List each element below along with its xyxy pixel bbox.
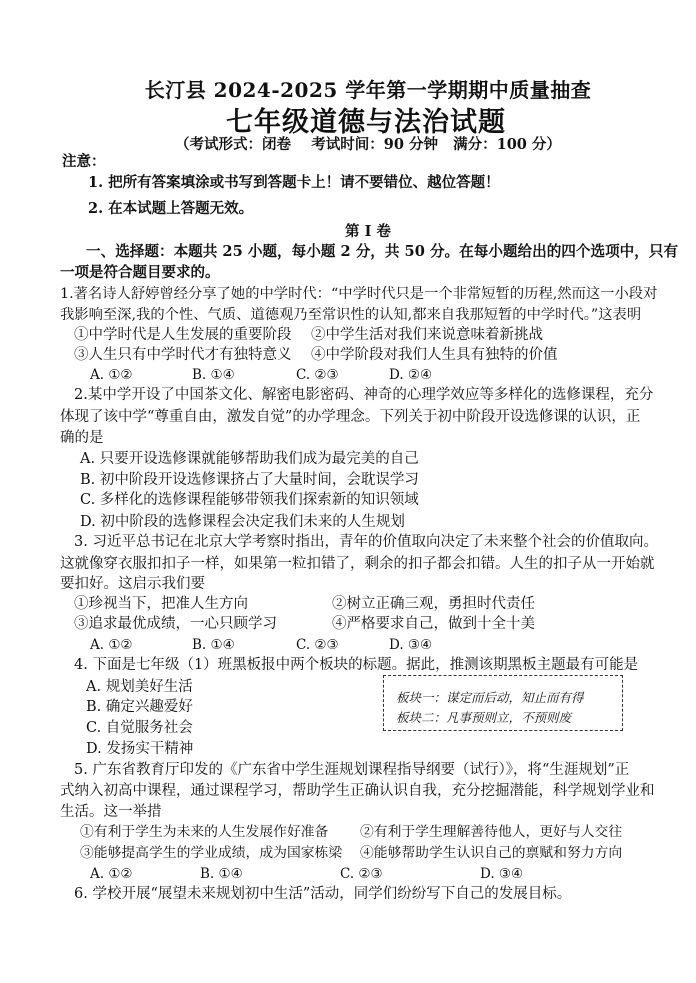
question-stem: 生活。这一举措: [60, 804, 162, 820]
question-stem: 要扣好。这启示我们要: [60, 576, 205, 592]
statement: ③能够提高学生的学业成绩，成为国家栋梁: [80, 845, 343, 861]
question-stem: 我影响至深,我的个性、气质、道德观乃至常识性的认知,都来自我那短暂的中学时代。”这表明: [60, 307, 642, 323]
statement: ②有利于学生理解善待他人，更好与人交往: [360, 824, 623, 840]
option: D. 发扬实干精神: [86, 741, 194, 757]
option: A. 只要开设选修课就能够帮助我们成为最完美的自己: [80, 451, 419, 467]
question-stem: 1.著名诗人舒婷曾经分享了她的中学时代：“中学时代只是一个非常短暂的历程,然而这一小段对: [60, 286, 658, 302]
option: A. ①②: [90, 637, 133, 653]
volume-heading: 第 I 卷: [345, 223, 391, 240]
statement: ②中学生活对我们来说意味着新挑战: [311, 327, 543, 343]
option: B. ①④: [192, 637, 235, 653]
option: D. ③④: [480, 866, 524, 882]
statement: ②树立正确三观，勇担时代责任: [332, 596, 535, 612]
option: A. ①②: [90, 367, 133, 383]
option: C. ②③: [296, 637, 339, 653]
question-stem: 3. 习近平总书记在北京大学考察时指出，青年的价值取向决定了未来整个社会的价值取向。: [74, 534, 658, 550]
exam-title: 长汀县 2024-2025 学年第一学期期中质量抽查: [144, 78, 592, 102]
option: C. 多样化的选修课程能够带领我们探索新的知识领域: [80, 492, 419, 508]
notice-item: 1. 把所有答案填涂或书写到答题卡上！请不要错位、越位答题！: [88, 174, 500, 191]
section-heading: 一、选择题：本题共 25 小题，每小题 2 分，共 50 分。在每小题给出的四个选项中，只有: [86, 243, 679, 260]
notice-label: 注意：: [62, 153, 106, 170]
question-stem: 2.某中学开设了中国茶文化、解密电影密码、神奇的心理学效应等多样化的选修课程，充分: [74, 387, 654, 403]
question-stem: 式纳入初高中课程，通过课程学习，帮助学生正确认识自我，充分挖掘潜能，科学规划学业和: [60, 783, 655, 799]
option: A. 规划美好生活: [86, 679, 193, 695]
exam-subject-title: 七年级道德与法治试题: [226, 107, 506, 138]
question-stem: 5. 广东省教育厅印发的《广东省中学生涯规划课程指导纲要（试行）》，将“生涯规划”正: [74, 762, 630, 778]
option: A. ①②: [90, 866, 133, 882]
blackboard-excerpt-box: [383, 675, 623, 731]
board-section-title: 板块二：凡事预则立，不预则废: [396, 710, 572, 725]
option: D. ②④: [389, 367, 433, 383]
notice-item: 2. 在本试题上答题无效。: [88, 200, 254, 217]
question-stem: 6. 学校开展“展望未来规划初中生活”活动，同学们纷纷写下自己的发展目标。: [74, 886, 572, 902]
option: C. ②③: [340, 866, 383, 882]
option: B. ①④: [200, 866, 243, 882]
option: B. ①④: [192, 367, 235, 383]
statement: ①珍视当下，把准人生方向: [74, 596, 248, 612]
question-stem: 确的是: [60, 430, 104, 446]
board-section-title: 板块一：谋定而后动，知止而有得: [396, 690, 584, 705]
option: C. 自觉服务社会: [86, 720, 193, 736]
statement: ④中学阶段对我们人生具有独特的价值: [311, 347, 558, 363]
option: B. 确定兴趣爱好: [86, 699, 193, 715]
statement: ④严格要求自己，做到十全十美: [332, 616, 535, 632]
statement: ③人生只有中学时代才有独特意义: [74, 347, 292, 363]
statement: ③追求最优成绩，一心只顾学习: [74, 616, 277, 632]
section-heading-cont: 一项是符合题目要求的。: [60, 264, 220, 281]
option: C. ②③: [296, 367, 339, 383]
statement: ①有利于学生为未来的人生发展作好准备: [80, 824, 329, 840]
question-stem: 4. 下面是七年级（1）班黑板报中两个板块的标题。据此，推测该期黑板主题最有可能是: [74, 657, 639, 673]
question-stem: 体现了该中学“尊重自由，激发自觉”的办学理念。下列关于初中阶段开设选修课的认识，正: [60, 409, 641, 425]
question-stem: 这就像穿衣服扣扣子一样，如果第一粒扣错了，剩余的扣子都会扣错。人生的扣子从一开始就: [60, 556, 655, 572]
statement: ④能够帮助学生认识自己的禀赋和努力方向: [360, 845, 623, 861]
exam-info: （考试形式：闭卷 考试时间：90 分钟 满分：100 分）: [175, 136, 561, 153]
option: D. ③④: [389, 637, 433, 653]
statement: ①中学时代是人生发展的重要阶段: [74, 327, 292, 343]
option: B. 初中阶段开设选修课挤占了大量时间，会耽误学习: [80, 472, 419, 488]
option: D. 初中阶段的选修课程会决定我们未来的人生规划: [80, 514, 405, 530]
